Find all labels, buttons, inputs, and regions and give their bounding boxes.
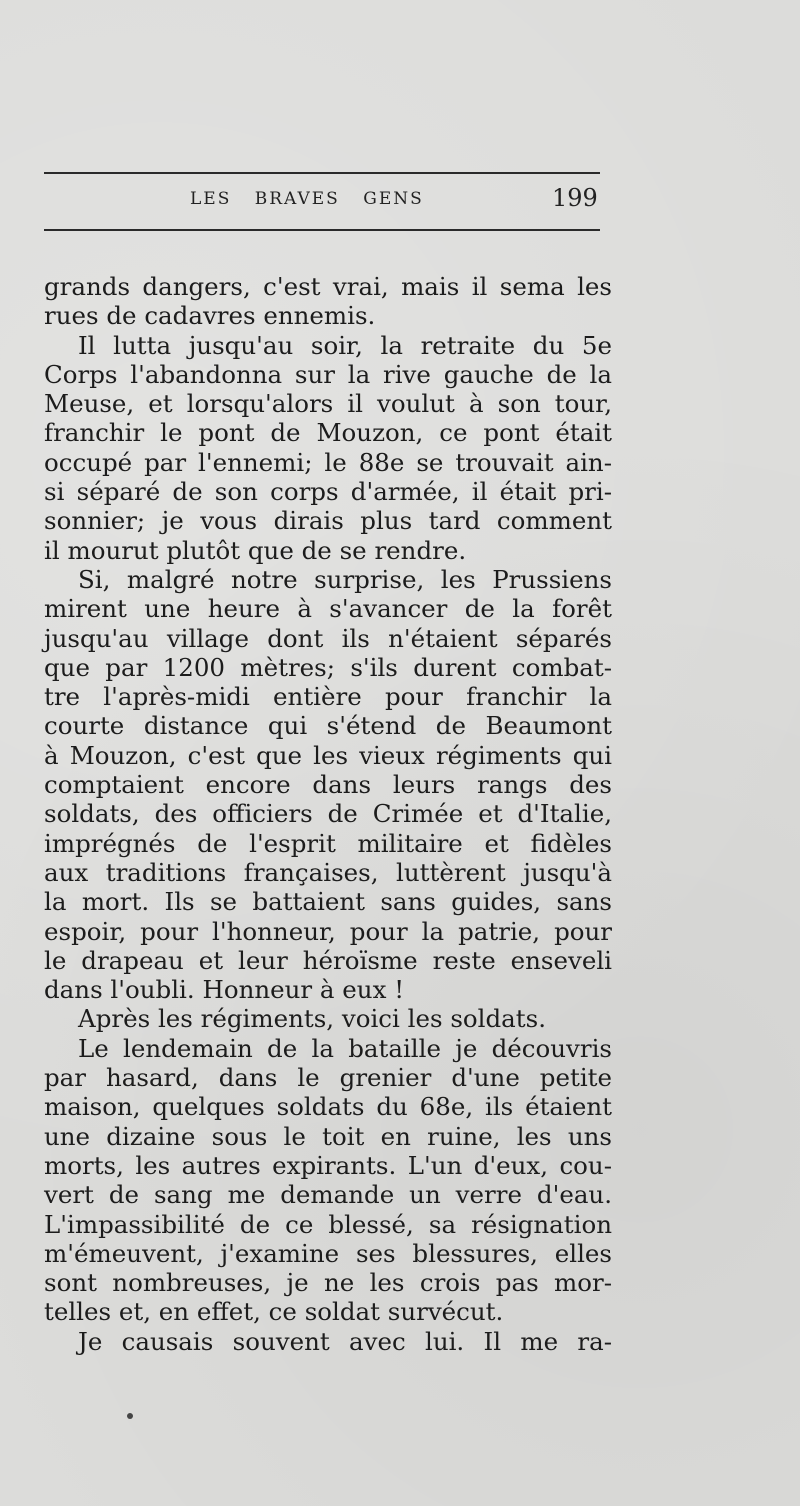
body-text xyxy=(44,272,612,1356)
text-line: aux traditions françaises, luttèrent jusqu'à xyxy=(44,857,612,887)
text-line: courte distance qui s'étend de Beaumont xyxy=(44,711,612,741)
running-head-word: GENS xyxy=(363,189,424,209)
text-line: tre l'après-midi entière pour franchir la xyxy=(44,682,612,712)
text-line: espoir, pour l'honneur, pour la patrie, pour xyxy=(44,916,612,946)
text-line: occupé par l'ennemi; le 88e se trouvait ain- xyxy=(44,447,612,477)
header-rule-bottom xyxy=(44,229,600,231)
text-line: une dizaine sous le toit en ruine, les uns xyxy=(44,1121,612,1151)
header-rule-top xyxy=(44,172,600,174)
text-line: telles et, en effet, ce soldat survécut. xyxy=(44,1297,504,1327)
text-line: Corps l'abandonna sur la rive gauche de la xyxy=(44,359,612,389)
text-line: par hasard, dans le grenier d'une petite xyxy=(44,1063,612,1093)
ink-speck xyxy=(127,1413,133,1419)
text-line: si séparé de son corps d'armée, il était pri- xyxy=(44,477,612,507)
text-line: Je causais souvent avec lui. Il me ra- xyxy=(78,1326,612,1356)
text-line: le drapeau et leur héroïsme reste enseveli xyxy=(44,945,612,975)
text-line: Si, malgré notre surprise, les Prussiens xyxy=(78,564,612,594)
running-head-word: LES xyxy=(190,189,232,209)
text-line: grands dangers, c'est vrai, mais il sema les xyxy=(44,272,612,301)
text-line: morts, les autres expirants. L'un d'eux, cou- xyxy=(44,1150,612,1180)
text-line: rues de cadavres ennemis. xyxy=(44,301,376,331)
text-line: comptaient encore dans leurs rangs des xyxy=(44,770,612,800)
text-line: que par 1200 mètres; s'ils durent combat- xyxy=(44,652,612,682)
text-line: sont nombreuses, je ne les crois pas mor- xyxy=(44,1268,612,1298)
text-line: à Mouzon, c'est que les vieux régiments qui xyxy=(44,740,612,770)
text-line: Après les régiments, voici les soldats. xyxy=(78,1004,547,1034)
running-head xyxy=(190,189,424,209)
text-line: maison, quelques soldats du 68e, ils étaient xyxy=(44,1092,612,1122)
text-line: Il lutta jusqu'au soir, la retraite du 5e xyxy=(78,330,612,360)
text-line: soldats, des officiers de Crimée et d'Italie, xyxy=(44,799,612,829)
text-line: mirent une heure à s'avancer de la forêt xyxy=(44,594,612,624)
page-number: 199 xyxy=(552,184,598,212)
text-line: la mort. Ils se battaient sans guides, sans xyxy=(44,887,612,917)
text-line: imprégnés de l'esprit militaire et fidèles xyxy=(44,828,612,858)
text-line: franchir le pont de Mouzon, ce pont était xyxy=(44,418,612,448)
running-head-word: BRAVES xyxy=(254,189,340,209)
text-line: il mourut plutôt que de se rendre. xyxy=(44,535,467,565)
text-line: dans l'oubli. Honneur à eux ! xyxy=(44,975,405,1005)
text-line: jusqu'au village dont ils n'étaient séparés xyxy=(44,623,612,653)
text-line: Meuse, et lorsqu'alors il voulut à son tour, xyxy=(44,389,612,419)
text-line: vert de sang me demande un verre d'eau. xyxy=(44,1180,612,1210)
text-line: sonnier; je vous dirais plus tard comment xyxy=(44,506,612,536)
text-line: Le lendemain de la bataille je découvris xyxy=(78,1033,612,1063)
text-line: m'émeuvent, j'examine ses blessures, elles xyxy=(44,1238,612,1268)
text-line: L'impassibilité de ce blessé, sa résignation xyxy=(44,1209,612,1239)
